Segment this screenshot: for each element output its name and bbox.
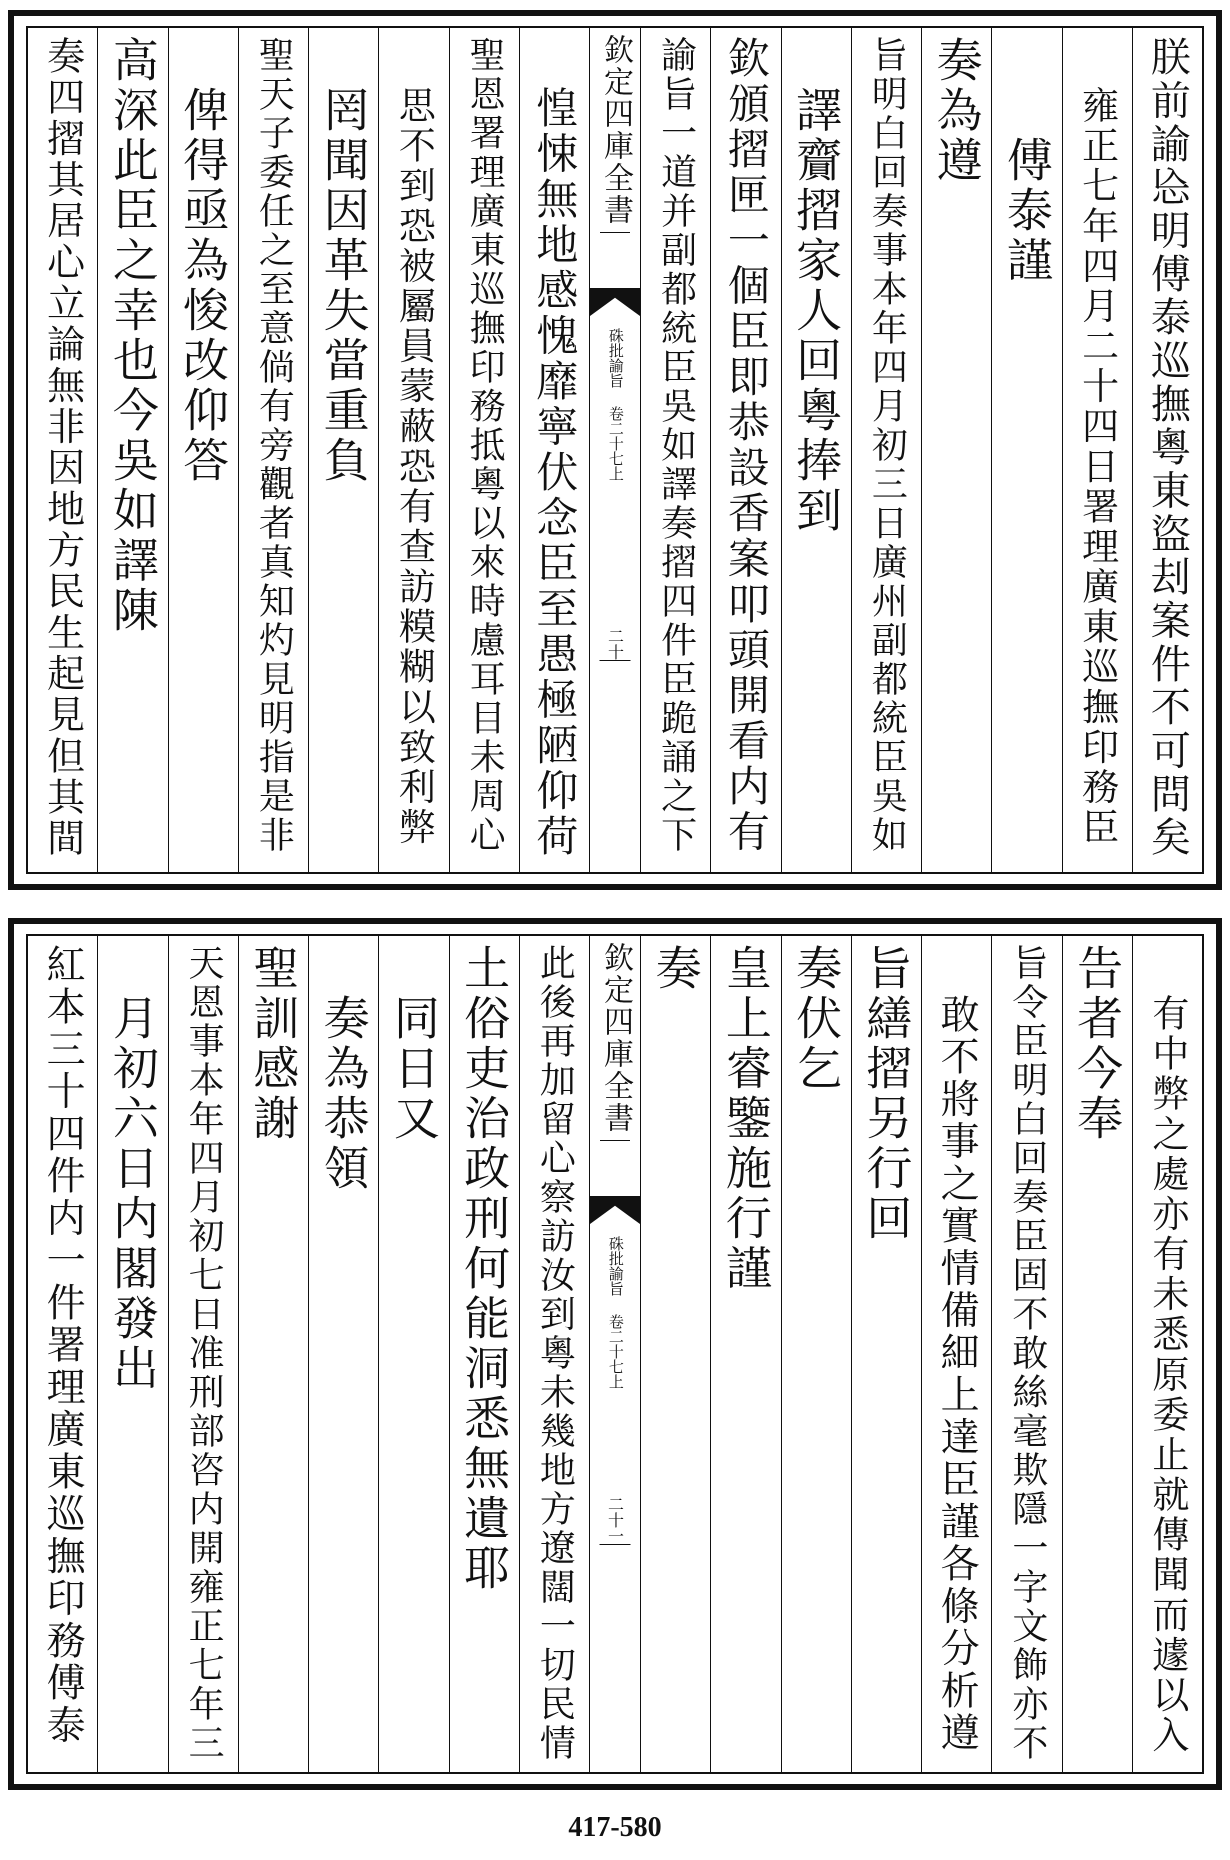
leaf-number: 二十 <box>600 628 631 661</box>
text-column <box>640 936 710 1772</box>
column-text: 奏為恭領 <box>316 994 371 1194</box>
text-column <box>378 936 448 1772</box>
column-text: 敢不將事之實情備細上達臣謹各條分析遵 <box>934 994 980 1755</box>
column-text: 奏伏乞 <box>789 944 844 1094</box>
text-column <box>238 936 308 1772</box>
fishtail-mark <box>590 1196 640 1224</box>
text-column <box>519 28 589 872</box>
bottom-page-frame <box>26 934 1204 1774</box>
text-column <box>851 28 921 872</box>
column-text: 諭旨一道并副都統臣吳如譯奏摺四件臣跪誦之下 <box>655 36 697 855</box>
text-column <box>168 936 238 1772</box>
column-text: 傅泰謹 <box>999 136 1054 286</box>
text-column <box>710 936 780 1772</box>
chapter-label: 硃批諭旨 卷二十七上 <box>606 328 625 481</box>
text-column <box>781 28 851 872</box>
column-text: 惶悚無地感愧靡寧伏念臣至愚極陋仰荷 <box>530 86 580 860</box>
text-column <box>97 28 167 872</box>
top-page-columns <box>28 28 1202 872</box>
column-text: 旨明白回奏事本年四月初三日廣州副都統臣吳如 <box>866 36 908 855</box>
column-text: 譯齎摺家人回粵捧到 <box>789 86 844 536</box>
text-column <box>28 28 97 872</box>
text-column <box>710 28 780 872</box>
column-text: 告者今奉 <box>1070 944 1125 1144</box>
column-text: 聖恩署理廣東巡撫印務抵粵以來時慮耳目未周心 <box>464 36 506 855</box>
column-text: 奏為遵 <box>929 36 984 186</box>
text-column <box>378 28 448 872</box>
text-column <box>168 28 238 872</box>
text-column <box>449 28 519 872</box>
text-column <box>449 936 519 1772</box>
text-column <box>519 936 589 1772</box>
column-text: 雍正七年四月二十四日署理廣東巡撫印務臣 <box>1075 86 1119 848</box>
text-column <box>991 936 1061 1772</box>
fishtail-mark <box>590 288 640 316</box>
column-text: 奏四摺其居心立論無非因地方民生起見但其間 <box>40 36 85 860</box>
chapter-label: 硃批諭旨 卷二十七上 <box>606 1236 625 1389</box>
column-text: 旨繕摺另行回 <box>859 944 914 1244</box>
column-text: 聖訓感謝 <box>246 944 301 1144</box>
column-text: 旨令臣明白回奏臣固不敢絲毫欺隱一字文飾亦不 <box>1006 944 1048 1763</box>
center-margin-strip <box>589 28 640 872</box>
top-page <box>8 10 1222 890</box>
column-text: 罔聞因革失當重負 <box>316 86 371 486</box>
column-text: 天恩事本年四月初七日准刑部咨内開雍正七年三 <box>183 944 225 1763</box>
book-title-label: 欽定四庫全書 <box>600 34 630 233</box>
column-text: 有中弊之處亦有未悉原委止就傳聞而遽以入 <box>1145 994 1189 1756</box>
center-margin-strip <box>589 936 640 1772</box>
text-column <box>921 28 991 872</box>
column-text: 月初六日内閣發出 <box>105 994 160 1394</box>
column-text: 思不到恐被屬員蒙蔽恐有查訪糢糊以致利弊 <box>392 86 436 848</box>
text-column <box>991 28 1061 872</box>
leaf-number: 二十一 <box>600 1496 631 1545</box>
column-text: 朕前諭㤀明傅泰巡撫粵東盜刦案件不可問矣 <box>1144 36 1191 860</box>
column-text: 欽頒摺匣一個臣即恭設香案叩頭開看内有 <box>721 36 771 855</box>
text-column <box>1132 936 1202 1772</box>
column-text: 土俗吏治政刑何能洞悉無遺耶 <box>457 944 512 1594</box>
text-column <box>308 28 378 872</box>
column-text: 皇上睿鑒施行謹 <box>718 944 773 1294</box>
text-column <box>238 28 308 872</box>
text-column <box>28 936 97 1772</box>
bottom-page-columns <box>28 936 1202 1772</box>
text-column <box>1062 28 1132 872</box>
text-column <box>781 936 851 1772</box>
column-text: 紅本三十四件内一件署理廣東巡撫印務傅泰 <box>40 944 86 1747</box>
book-title-label: 欽定四庫全書 <box>600 942 630 1141</box>
column-text: 聖天子委任之至意倘有旁觀者真知灼見明指是非 <box>253 36 295 855</box>
text-column <box>640 28 710 872</box>
top-page-frame <box>26 26 1204 874</box>
column-text: 高深此臣之幸也今吳如譯陳 <box>105 36 160 636</box>
column-text: 奏 <box>648 944 703 994</box>
column-text: 此後再加留心察訪汝到粵未幾地方遼闊一切民情 <box>534 944 576 1763</box>
text-column <box>308 936 378 1772</box>
text-column <box>1132 28 1202 872</box>
column-text: 同日又 <box>386 994 441 1144</box>
bottom-page <box>8 918 1222 1790</box>
text-column <box>97 936 167 1772</box>
text-column <box>851 936 921 1772</box>
column-text: 俾得亟為悛改仰答 <box>176 86 231 486</box>
page-footer-number: 417-580 <box>568 1812 662 1843</box>
text-column <box>1062 936 1132 1772</box>
text-column <box>921 936 991 1772</box>
